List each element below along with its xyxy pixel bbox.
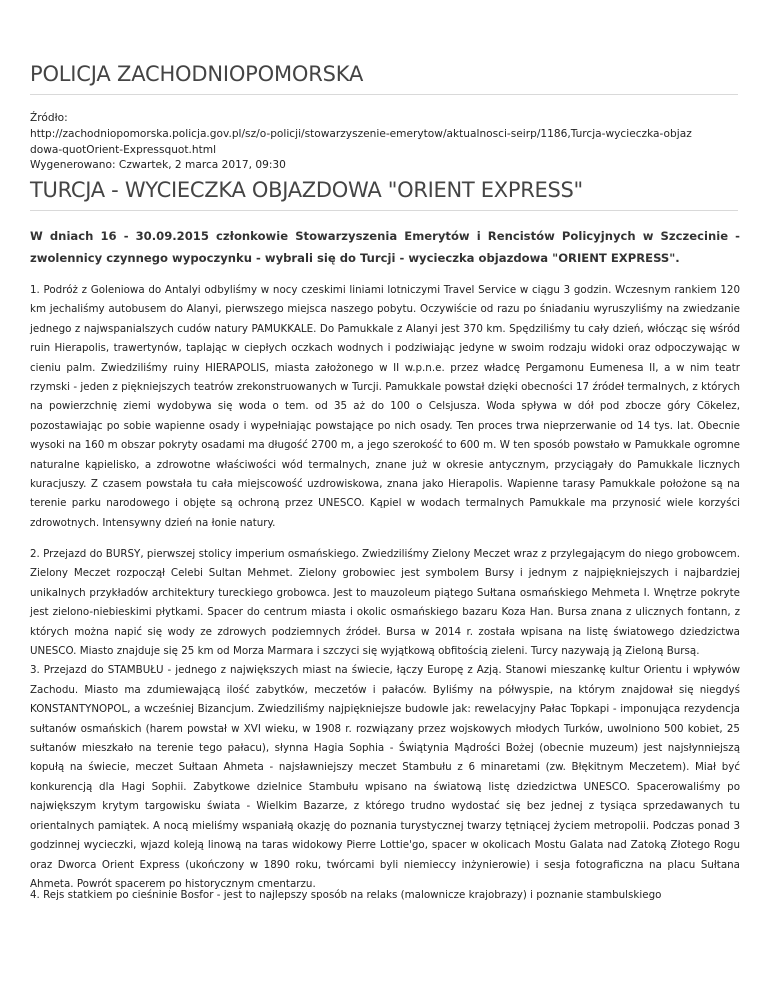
paragraph-3: 4. Rejs statkiem po cieśninie Bosfor - jest to najlepszy sposób na relaks (malownicze krajobrazy) i poznanie stambulskiego — [30, 889, 662, 901]
source-meta — [30, 111, 740, 174]
article-title: TURCJA - WYCIECZKA OBJAZDOWA "ORIENT EXPRESS" — [30, 178, 583, 202]
source-url-line-1: http://zachodniopomorska.policja.gov.pl/sz/o-policji/stowarzyszenie-emerytow/aktualnosci-seirp/1186,Turcja-wycieczka-objaz — [30, 127, 692, 140]
title-divider — [30, 210, 738, 211]
site-title: POLICJA ZACHODNIOPOMORSKA — [30, 62, 364, 86]
source-label: Źródło: — [30, 112, 68, 124]
paragraph-1: 1. Podróż z Goleniowa do Antalyi odbyliśmy w nocy czeskimi liniami lotniczymi Travel Service w ciągu 3 godzin. Wczesnym rankiem 120 km jechaliśmy autobusem do Alanyi, pierwszego miejsca naszego pobytu. Oczywiście od razu po śniadaniu wyruszyliśmy na zwiedzanie jednego z najwspanialszych cudów natury PAMUKKALE. Do Pamukkale z Alanyi jest 370 km. Spędziliśmy tu cały dzień, włócząc się wśród ruin Hierapolis, trawertynów, taplając w ciepłych oczkach wodnych i podziwiając jedyne w swoim rodzaju widoki oraz odpoczywając w cieniu palm. Zwiedziliśmy ruiny HIERAPOLIS, miasta założonego w II w.p.n.e. przez władcę Pergamonu Eumenesa II, a w nim teatr rzymski - jeden z piękniejszych teatrów zrekonstruowanych w Turcji. Pamukkale powstał dzięki obecności 17 źródeł termalnych, z których na powierzchnię ziemi wydobywa się woda o tem. od 35 aż do 100 o Celsjusza. Woda spływa w dół pod zbocze góry Cökelez, pozostawiając po sobie wapienne osady i wypełniając powstające po nich osady. Ten proces trwa nieprzerwanie od 14 tys. lat. Obecnie wysoki na 160 m obszar pokryty osadami ma długość 2700 m, a jego szerokość to 600 m. W ten sposób powstało w Pamukkale ogromne naturalne kąpielisko, a zdrowotne właściwości wód termalnych, znane już w okresie antycznym, przyciągały do Pamukkale licznych kuracjuszy. Z czasem powstała tu cała miejscowość uzdrowiskowa, znana jako Hierapolis. Wapienne tarasy Pamukkale położone są na terenie parku narodowego i objęte są ochroną przez UNESCO. Kąpiel w wodach termalnych Pamukkale ma przynosić wiele korzyści zdrowotnych. Intensywny dzień na łonie natury. — [30, 284, 740, 529]
article-lead: W dniach 16 - 30.09.2015 członkowie Stowarzyszenia Emerytów i Rencistów Policyjnych w Szczecinie - zwolennicy czynnego wypoczynku - wybrali się do Turcji - wycieczka objazdowa "ORIENT EXPRESS". — [30, 229, 740, 265]
paragraph-2 — [30, 545, 740, 894]
generated-date: Wygenerowano: Czwartek, 2 marca 2017, 09:30 — [30, 159, 286, 172]
source-url-line-2: dowa-quotOrient-Expressquot.html — [30, 143, 217, 156]
header-divider — [30, 94, 738, 95]
paragraph-2-stambul: 3. Przejazd do STAMBUŁU - jednego z największych miast na świecie, łączy Europę z Azją. Stanowi mieszankę kultur Orientu i wpływów Zachodu. Miasto ma zdumiewającą ilość zabytków, meczetów i pałaców. Byliśmy na półwyspie, na którym znajdował się niegdyś KONSTANTYNOPOL, a wcześniej Bizancjum. Zwiedziliśmy najpiękniejsze budowle jak: rewelacyjny Pałac Topkapi - imponująca rezydencja sułtanów osmańskich (harem powstał w XVI wieku, w 1908 r. rozwiązany przez wojskowych młodych Turków, uwolniono 500 kobiet, 25 sułtanów mieszkało na terenie tego pałacu), słynna Hagia Sophia - Świątynia Mądrości Bożej (obecnie muzeum) jest najsłynniejszą kopułą na świecie, meczet Sułtaan Ahmeta - najsławniejszy meczet Stambułu z 6 minaretami (zw. Błękitnym Meczetem). Miał być konkurencją dla Hagi Sophii. Zabytkowe dzielnice Stambułu wpisano na światową listę dziedzictwa UNESCO. Spacerowaliśmy po największym krytym targowisku świata - Wielkim Bazarze, z którego trudno wydostać się bez jednej z tysiąca sprzedawanych tu orientalnych pamiątek. A nocą mieliśmy wspaniałą okazję do poznania turystycznej twarzy tętniącej życiem metropolii. Podczas ponad 3 godzinnej wycieczki, wjazd koleją linową na taras widokowy Pierre Lottie'go, spacer w okolicach Mostu Galata nad Zatoką Złotego Rogu oraz Dworca Orient Express (ukończony w 1890 roku, twórcami byli niemieccy inżynierowie) i sesja fotograficzna na placu Sułtana Ahmeta. Powrót spacerem po historycznym cmentarzu. — [30, 664, 740, 890]
paragraph-2-bursa: 2. Przejazd do BURSY, pierwszej stolicy imperium osmańskiego. Zwiedziliśmy Zielony Meczet wraz z przylegającym do niego grobowcem. Zielony Meczet rozpoczął Celebi Sultan Mehmet. Zielony grobowiec jest symbolem Bursy i jednym z najpiękniejszych i najbardziej unikalnych przykładów architektury tureckiego grobowca. Jest to mauzoleum piątego Sułtana osmańskiego Mehmeta I. Wnętrze pokryte jest zielono-niebieskimi płytkami. Spacer do centrum miasta i okolic osmańskiego bazaru Koza Han. Bursa znana z ulicznych fontann, z których można napić się wody ze zdrowych podziemnych źródeł. Bursa w 2014 r. została wpisana na listę światowego dziedzictwa UNESCO. Miasto znajduje się 25 km od Morza Marmara i szczyci się wyjątkową obfitością zieleni. Turcy nazywają ją Zieloną Bursą. — [30, 548, 740, 658]
